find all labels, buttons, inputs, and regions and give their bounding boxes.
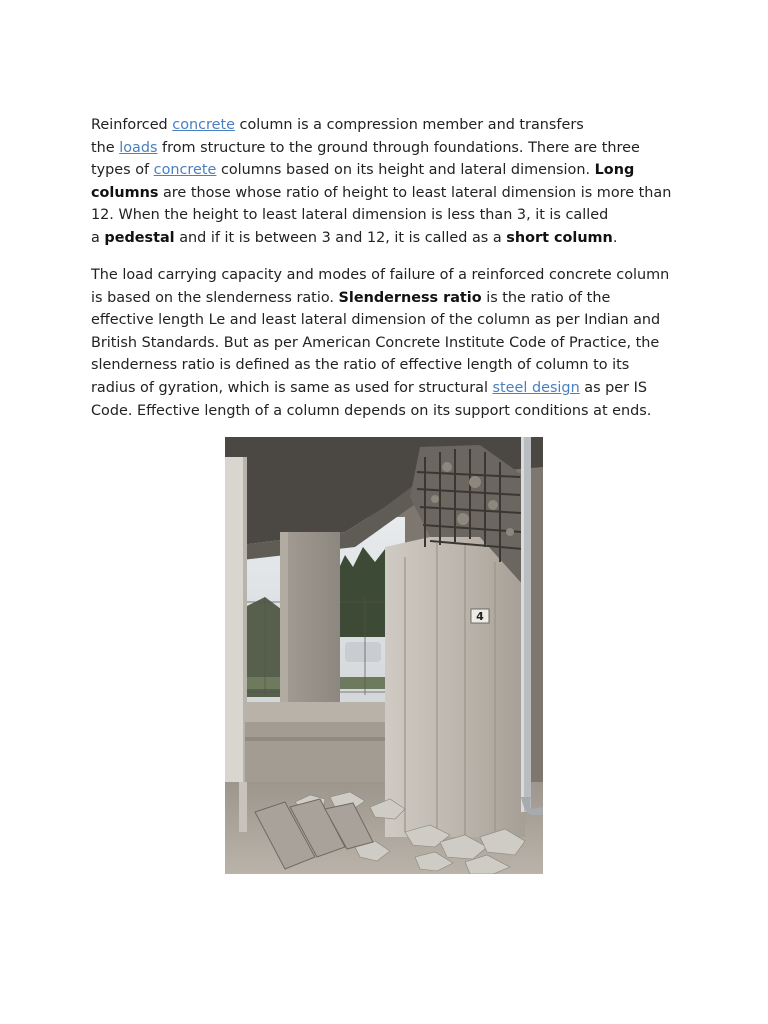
bold-term-pedestal: pedestal — [104, 229, 175, 246]
text-line — [91, 114, 691, 137]
concrete-link[interactable]: concrete — [172, 117, 235, 133]
bold-term-long: Long — [594, 162, 635, 179]
text-line — [91, 137, 691, 160]
paragraph-slenderness — [91, 264, 691, 422]
loads-link[interactable]: loads — [119, 139, 158, 156]
text-run: the — [91, 139, 120, 156]
text-line — [91, 287, 691, 310]
text-run: types of — [91, 162, 154, 179]
text-run: are those whose ratio of height to least lateral dimension is more than — [158, 184, 672, 201]
text-run: columns based on its height and lateral dimension. — [216, 162, 595, 179]
steel-design-link[interactable]: steel design — [492, 379, 580, 396]
text-run: is based on the slenderness ratio. — [91, 289, 339, 306]
photo-illustration — [225, 437, 543, 874]
bold-term-columns: columns — [91, 184, 159, 201]
text-run: radius of gyration, which is same as used for structural — [91, 379, 493, 396]
text-line — [91, 182, 691, 205]
text-run: as per IS — [579, 379, 648, 396]
concrete-link-2[interactable]: concrete — [153, 162, 217, 179]
text-line — [91, 204, 691, 227]
column-marker-label: 4 — [476, 610, 484, 623]
text-line: The load carrying capacity and modes of failure of a reinforced concrete column — [91, 267, 670, 283]
text-run: column is a compression member and transfers — [234, 117, 584, 133]
text-line: British Standards. But as per American Concrete Institute Code of Practice, the — [91, 334, 660, 351]
text-line: Code. Effective length of a column depends on its support conditions at ends. — [91, 402, 652, 419]
damaged-column-photo — [225, 437, 543, 874]
text-run: from structure to the ground through foundations. There are three — [157, 139, 640, 156]
text-run: . — [612, 229, 618, 246]
text-run: a — [91, 229, 105, 246]
text-run: 12. When the height to least lateral dimension is less than 3, it is called — [91, 207, 609, 224]
text-line — [91, 377, 691, 400]
text-line — [91, 159, 691, 182]
text-run: is the ratio of the — [481, 289, 611, 306]
bold-term-short-column: short column — [506, 229, 613, 246]
text-line — [91, 227, 691, 250]
bold-term-slenderness-ratio: Slenderness ratio — [338, 289, 482, 306]
text-run: Reinforced — [91, 117, 173, 133]
text-run: and if it is between 3 and 12, it is called as a — [174, 229, 507, 246]
text-line: effective length Le and least lateral dimension of the column as per Indian and — [91, 312, 661, 329]
text-line: slenderness ratio is defined as the ratio of effective length of column to its — [91, 357, 630, 374]
paragraph-column-types — [91, 114, 691, 250]
